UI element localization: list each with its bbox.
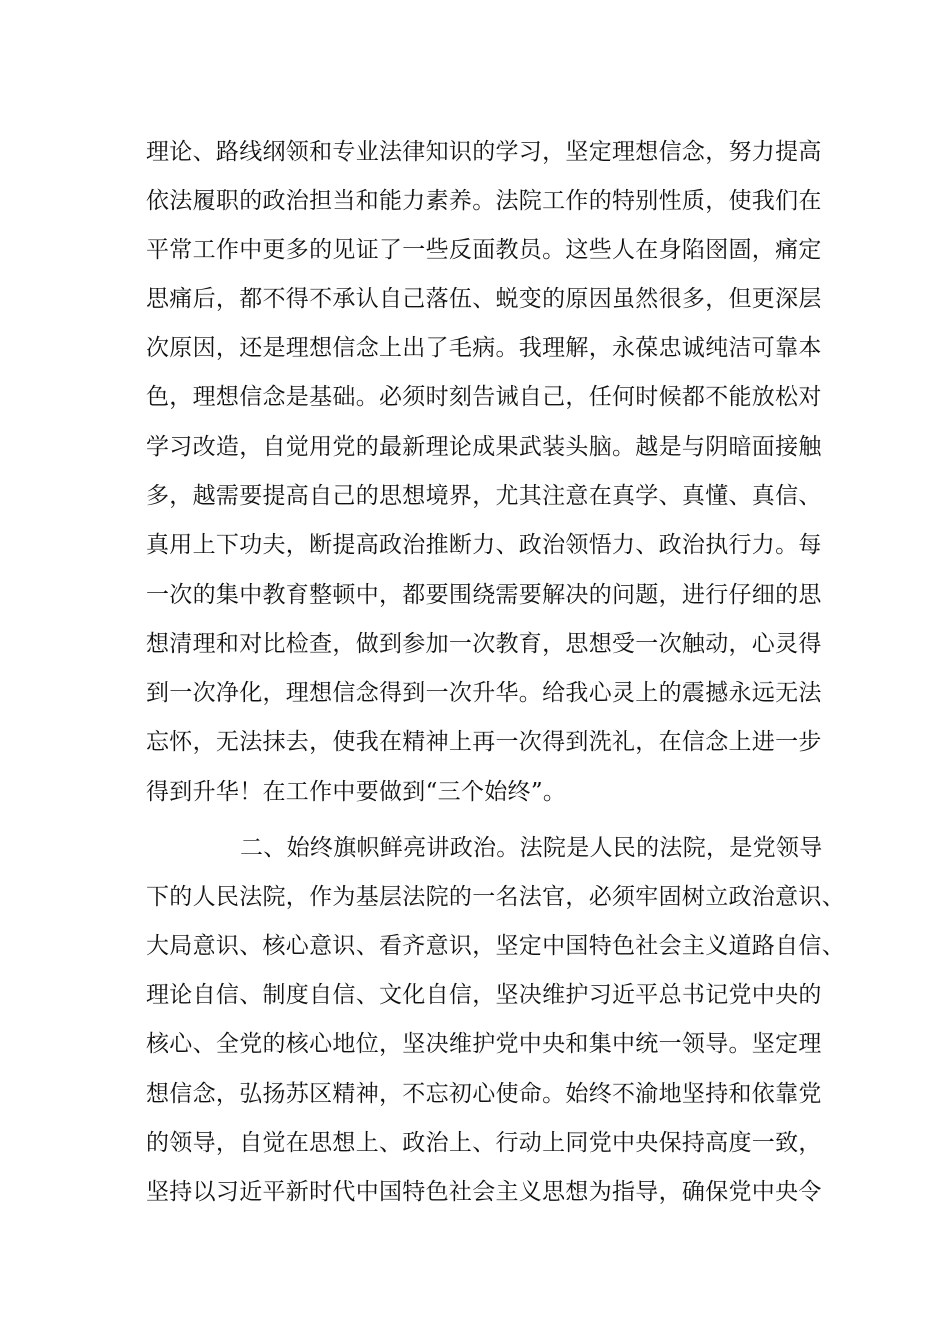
body-text-line: 大局意识、核心意识、看齐意识，坚定中国特色社会主义道路自信、 (146, 933, 845, 959)
body-text-line: 色，理想信念是基础。必须时刻告诫自己，任何时候都不能放松对 (146, 384, 822, 410)
paragraph-start-line: 二、始终旗帜鲜亮讲政治。法院是人民的法院，是党领导 (240, 835, 823, 861)
body-text-line: 核心、全党的核心地位，坚决维护党中央和集中统一领导。坚定理 (146, 1031, 822, 1057)
body-text-line: 得到升华！在工作中要做到“三个始终”。 (146, 779, 567, 805)
body-text-line: 学习改造，自觉用党的最新理论成果武装头脑。越是与阴暗面接触 (146, 434, 822, 460)
body-text-line: 坚持以习近平新时代中国特色社会主义思想为指导，确保党中央令 (146, 1179, 822, 1205)
body-text-line: 平常工作中更多的见证了一些反面教员。这些人在身陷囹圄，痛定 (146, 237, 822, 263)
body-text-line: 到一次净化，理想信念得到一次升华。给我心灵上的震撼永远无法 (146, 680, 822, 706)
body-text-line: 次原因，还是理想信念上出了毛病。我理解，永葆忠诚纯洁可靠本 (146, 335, 822, 361)
body-text-line: 真用上下功夫，断提高政治推断力、政治领悟力、政治执行力。每 (146, 532, 822, 558)
body-text-line: 理论、路线纲领和专业法律知识的学习，坚定理想信念，努力提高 (146, 139, 822, 165)
body-text-line: 的领导，自觉在思想上、政治上、行动上同党中央保持高度一致， (146, 1130, 822, 1156)
body-text-line: 理论自信、制度自信、文化自信，坚决维护习近平总书记党中央的 (146, 982, 822, 1008)
body-text-line: 忘怀，无法抹去，使我在精神上再一次得到洗礼，在信念上进一步 (146, 729, 822, 755)
body-text-line: 思痛后，都不得不承认自己落伍、蜕变的原因虽然很多，但更深层 (146, 286, 822, 312)
body-text-line: 依法履职的政治担当和能力素养。法院工作的特别性质，使我们在 (146, 188, 822, 214)
body-text-line: 多，越需要提高自己的思想境界，尤其注意在真学、真懂、真信、 (146, 483, 822, 509)
body-text-line: 想信念，弘扬苏区精神，不忘初心使命。始终不渝地坚持和依靠党 (146, 1081, 822, 1107)
body-text-line: 一次的集中教育整顿中，都要围绕需要解决的问题，进行仔细的思 (146, 582, 822, 608)
body-text-line: 下的人民法院，作为基层法院的一名法官，必须牢固树立政治意识、 (146, 884, 845, 910)
body-text-line: 想清理和对比检查，做到参加一次教育，思想受一次触动，心灵得 (146, 631, 822, 657)
